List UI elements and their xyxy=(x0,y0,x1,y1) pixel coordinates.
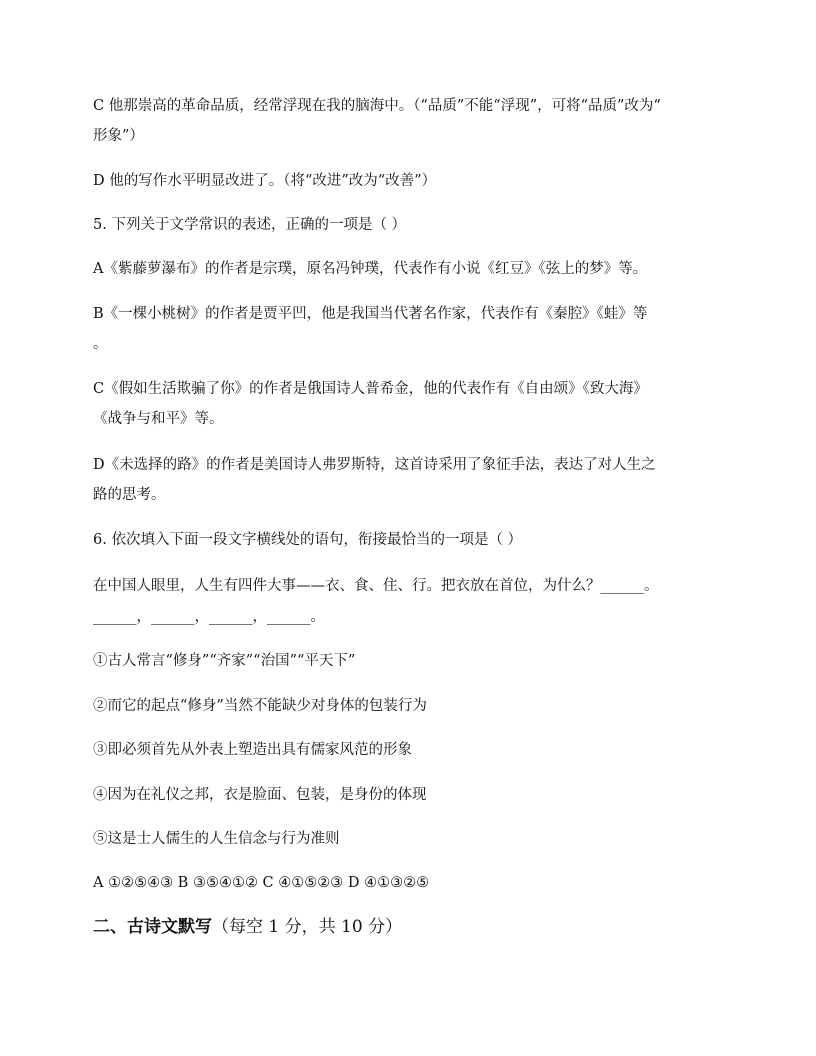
q6-passage-line2: ______，______，______，______。 xyxy=(93,609,325,625)
q5-stem: 5. 下列关于文学常识的表述，正确的一项是（ ） xyxy=(93,217,407,233)
q6-item-4: ④因为在礼仪之邦，衣是脸面、包装，是身份的体现 xyxy=(93,787,427,803)
q4-option-d: D 他的写作水平明显改进了。（将“改进”改为“改善”） xyxy=(93,173,437,189)
q4-option-c-line1: C 他那崇高的革命品质，经常浮现在我的脑海中。（“品质”不能“浮现”，可将“品质”改为“ xyxy=(93,98,661,114)
q5-option-b-line1: B《一棵小桃树》的作者是贾平凹，他是我国当代著名作家，代表作有《秦腔》《蛙》等 xyxy=(93,306,648,322)
q6-item-5: ⑤这是士人儒生的人生信念与行为准则 xyxy=(93,831,340,847)
q5-option-d-line1: D《未选择的路》的作者是美国诗人弗罗斯特，这首诗采用了象征手法，表达了对人生之 xyxy=(93,457,656,473)
q6-stem: 6. 依次填入下面一段文字横线处的语句，衔接最恰当的一项是（ ） xyxy=(93,532,523,548)
q6-item-2: ②而它的起点“修身”当然不能缺少对身体的包装行为 xyxy=(93,698,427,714)
q6-item-3: ③即必须首先从外表上塑造出具有儒家风范的形象 xyxy=(93,742,412,758)
q6-answer-options: A ①②⑤④③ B ③⑤④①② C ④①⑤②③ D ④①③②⑤ xyxy=(93,875,430,891)
q5-option-b-line2: 。 xyxy=(93,336,108,352)
section-title: 二、古诗文默写 xyxy=(93,917,212,937)
section-heading xyxy=(93,915,402,939)
q5-option-a: A《紫藤萝瀑布》的作者是宗璞，原名冯钟璞，代表作有小说《红豆》《弦上的梦》等。 xyxy=(93,261,648,277)
q6-item-1: ①古人常言“修身”“齐家”“治国”“平天下” xyxy=(93,653,356,669)
q5-option-c-line2: 《战争与和平》等。 xyxy=(93,411,224,427)
section-note: （每空 1 分，共 10 分） xyxy=(212,917,403,937)
q5-option-c-line1: C《假如生活欺骗了你》的作者是俄国诗人普希金，他的代表作有《自由颂》《致大海》 xyxy=(93,381,648,397)
q5-option-d-line2: 路的思考。 xyxy=(93,487,166,503)
q4-option-c-line2: 形象”） xyxy=(93,128,144,144)
q6-passage-line1: 在中国人眼里，人生有四件大事——衣、食、住、行。把衣放在首位，为什么？______。 xyxy=(93,578,659,594)
